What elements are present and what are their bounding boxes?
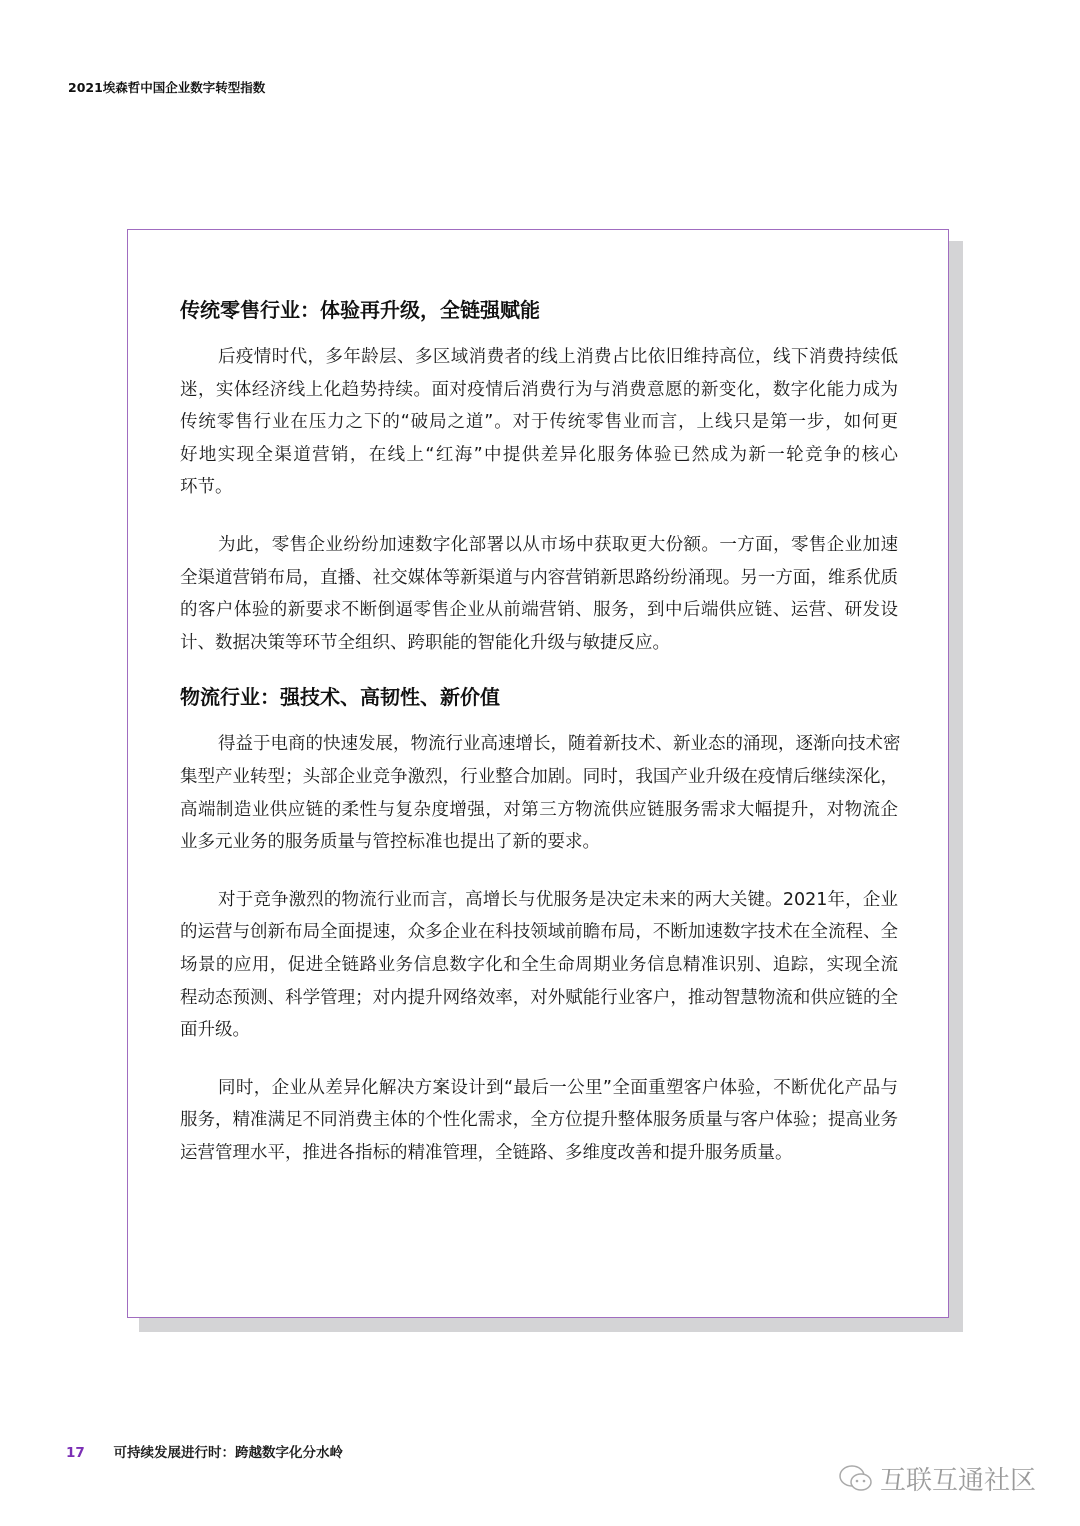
text-line: 好地实现全渠道营销，在线上“红海”中提供差异化服务体验已然成为新一轮竞争的核心 [180, 444, 898, 465]
text-line: 迷，实体经济线上化趋势持续。面对疫情后消费行为与消费意愿的新变化，数字化能力成为 [180, 379, 898, 400]
watermark [838, 1460, 1036, 1497]
page-footer [66, 1441, 343, 1461]
text-line: 业多元业务的服务质量与管控标准也提出了新的要求。 [180, 832, 600, 853]
text-line: 服务，精准满足不同消费主体的个性化需求，全方位提升整体服务质量与客户体验；提高业务 [180, 1110, 898, 1131]
text-line: 运营管理水平，推进各指标的精准管理，全链路、多维度改善和提升服务质量。 [180, 1142, 793, 1163]
text-line: 得益于电商的快速发展，物流行业高速增长，随着新技术、新业态的涌现，逐渐向技术密 [218, 734, 901, 755]
text-line: 同时，企业从差异化解决方案设计到“最后一公里”全面重塑客户体验，不断优化产品与 [218, 1077, 898, 1098]
page-number: 17 [66, 1445, 85, 1461]
text-line: 后疫情时代，多年龄层、多区域消费者的线上消费占比依旧维持高位，线下消费持续低 [218, 347, 898, 367]
text-line: 的运营与创新布局全面提速，众多企业在科技领域前瞻布局，不断加速数字技术在全流程、全 [180, 922, 898, 943]
text-line: 高端制造业供应链的柔性与复杂度增强，对第三方物流供应链服务需求大幅提升，对物流企 [180, 799, 898, 820]
paragraph [180, 884, 898, 1047]
section-heading: 物流行业：强技术、高韧性、新价值 [180, 685, 500, 710]
text-line: 环节。 [180, 477, 233, 498]
document-header: 2021埃森哲中国企业数字转型指数 [68, 80, 266, 95]
footer-title: 可持续发展进行时：跨越数字化分水岭 [113, 1445, 343, 1461]
text-line: 面升级。 [180, 1020, 250, 1041]
watermark-text: 互联互通社区 [880, 1466, 1037, 1496]
paragraph [180, 529, 898, 659]
section-heading: 传统零售行业：体验再升级，全链强赋能 [180, 298, 540, 322]
paragraph [180, 728, 901, 858]
text-line: 集型产业转型；头部企业竞争激烈，行业整合加剧。同时，我国产业升级在疫情后继续深化， [180, 766, 898, 787]
text-line: 为此，零售企业纷纷加速数字化部署以从市场中获取更大份额。一方面，零售企业加速 [218, 534, 898, 555]
text-line: 传统零售行业在压力之下的“破局之道”。对于传统零售业而言，上线只是第一步，如何更 [180, 412, 898, 433]
main-content [180, 292, 901, 1194]
paragraph [180, 1072, 898, 1170]
text-line: 场景的应用，促进全链路业务信息数字化和全生命周期业务信息精准识别、追踪，实现全流 [180, 954, 898, 975]
text-line: 的客户体验的新要求不断倒逼零售企业从前端营销、服务，到中后端供应链、运营、研发设 [180, 600, 898, 621]
text-line: 计、数据决策等环节全组织、跨职能的智能化升级与敏捷反应。 [180, 632, 670, 653]
text-line: 对于竞争激烈的物流行业而言，高增长与优服务是决定未来的两大关键。2021年，企业 [218, 889, 898, 910]
paragraph [180, 341, 898, 504]
wechat-icon [838, 1464, 874, 1494]
text-line: 程动态预测、科学管理；对内提升网络效率，对外赋能行业客户，推动智慧物流和供应链的全 [180, 987, 898, 1008]
text-line: 全渠道营销布局，直播、社交媒体等新渠道与内容营销新思路纷纷涌现。另一方面，维系优质 [180, 567, 898, 588]
